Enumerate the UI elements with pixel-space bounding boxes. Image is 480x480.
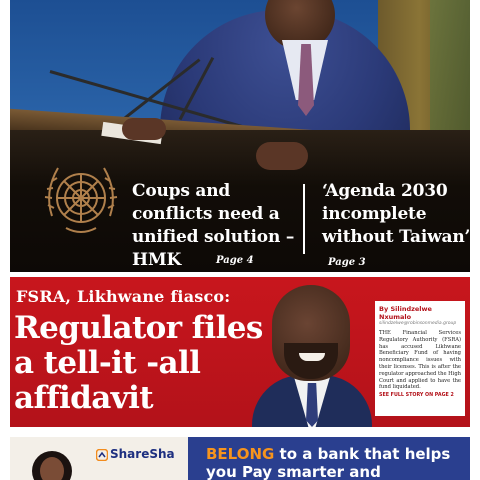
advert-model-face xyxy=(40,457,64,480)
advert-tagline xyxy=(206,445,470,480)
page-ref-right: Page 3 xyxy=(328,257,366,268)
lead-story-title[interactable]: Regulator files a tell-it -all affidavit xyxy=(14,310,263,416)
portrait-tie xyxy=(306,383,318,427)
advert-logo-text: ShareSha xyxy=(110,447,175,461)
story-body: THE Financial Services Regulatory Authority (FSRA) has accused Likhwane Beneficiary Fund of having noncompliance issues with their licenses. This is after the regulator approached the High Court and applied to have the fund liquidated. xyxy=(379,330,462,391)
page-ref-left: Page 4 xyxy=(216,255,254,266)
lead-story-panel[interactable] xyxy=(10,277,470,427)
speaker-left-hand xyxy=(122,118,166,140)
lead-story-portrait xyxy=(244,277,372,427)
speaker-right-hand xyxy=(256,142,308,170)
lead-story-summary-box[interactable] xyxy=(375,301,465,416)
story-byline: By Silindzelwe Nxumalo xyxy=(379,305,432,321)
headline-divider xyxy=(303,184,305,254)
un-emblem-icon xyxy=(40,158,122,242)
see-full-story-link[interactable]: SEE FULL STORY ON PAGE 2 xyxy=(379,393,454,399)
advert-tagline-accent: BELONG xyxy=(206,445,275,463)
portrait-smile xyxy=(299,353,325,361)
headline-coups[interactable]: Coups and conflicts need a unified solution – HMK xyxy=(132,181,295,270)
story-author-email: silindzelwe@robinsonmedia.group xyxy=(379,321,457,326)
headline-agenda-2030[interactable]: ‘Agenda 2030 incomplete without Taiwan’ xyxy=(322,181,470,247)
share-logo-icon xyxy=(96,449,108,461)
bank-advert-banner[interactable] xyxy=(10,437,470,480)
lead-story-kicker: FSRA, Likhwane fiasco: xyxy=(16,287,231,306)
top-photo-story[interactable] xyxy=(10,0,470,272)
advert-tagline-rest: to a bank that helps you Pay smarter and xyxy=(206,445,451,480)
